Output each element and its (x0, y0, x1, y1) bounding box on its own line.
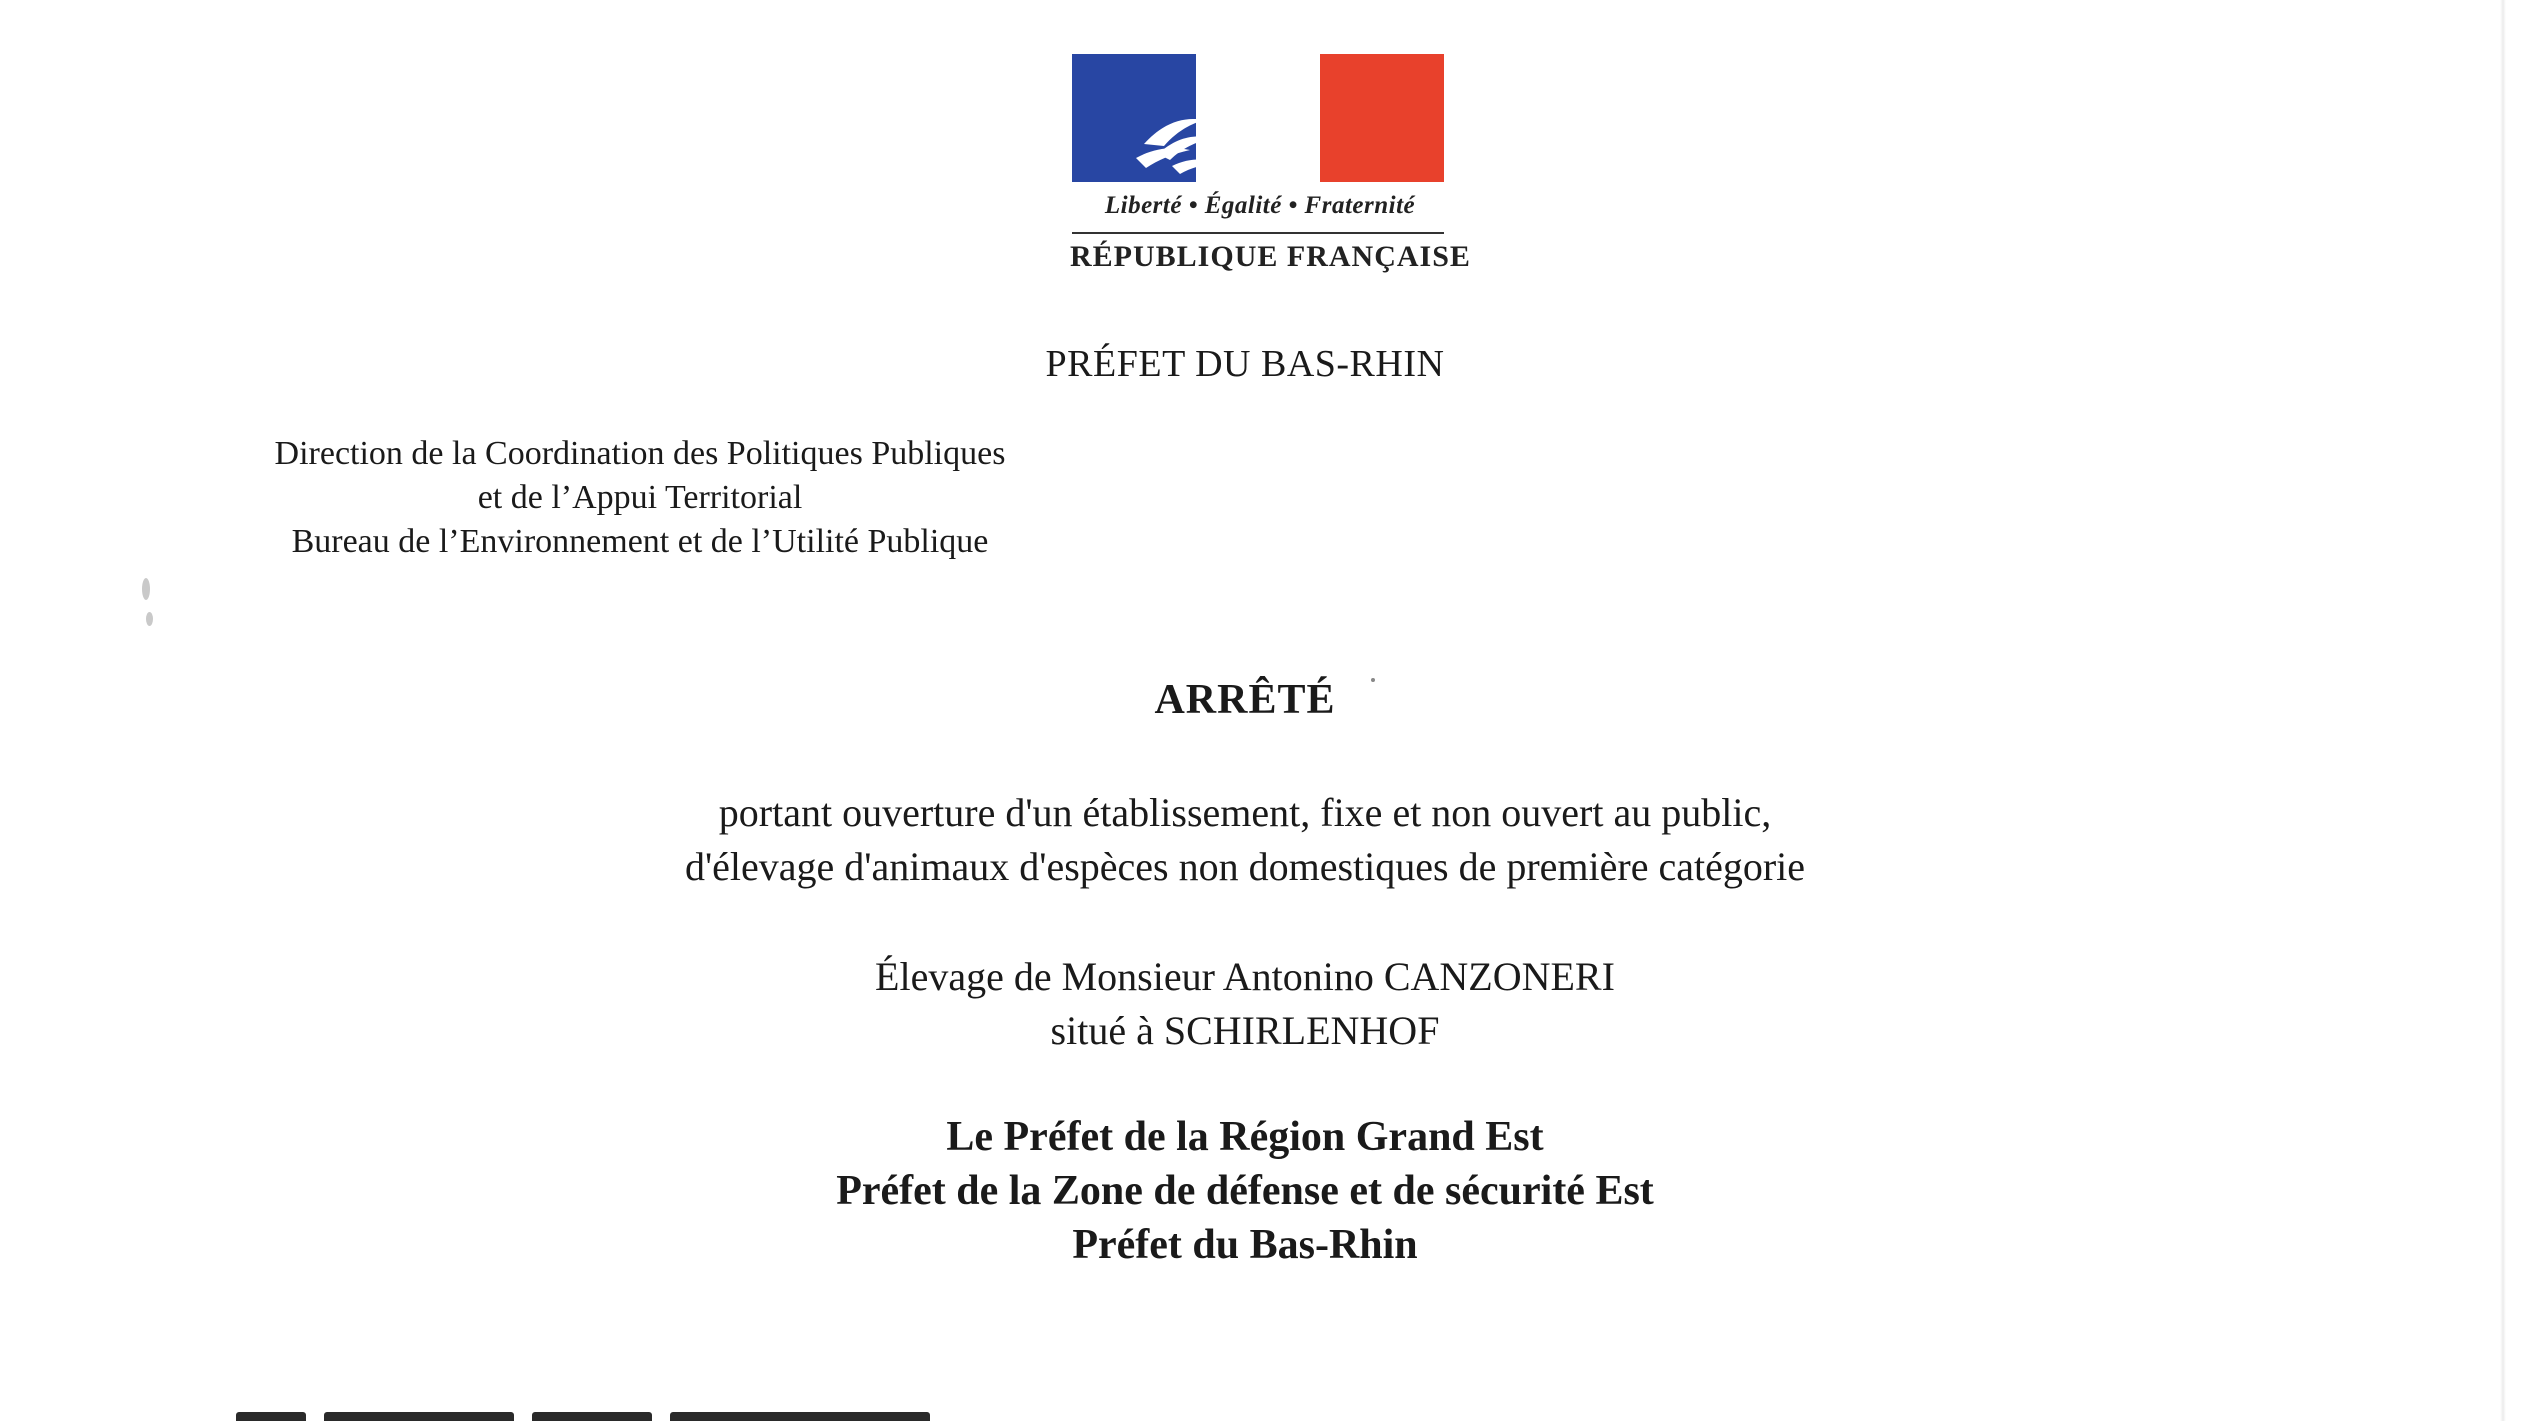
bureau-line: Bureau de l’Environnement et de l’Utilité Publique (291, 523, 989, 560)
marianne-flag-icon (1072, 54, 1444, 182)
prefet-header: PRÉFET DU BAS-RHIN (1045, 343, 1445, 385)
direction-block (240, 432, 1040, 564)
arrete-object-line: d'élevage d'animaux d'espèces non domestiques de première catégorie (684, 844, 1806, 889)
republic-motto: Liberté • Égalité • Fraternité (1104, 192, 1416, 219)
logo-divider (1072, 232, 1444, 234)
direction-line: et de l’Appui Territorial (477, 479, 803, 516)
elevage-block (0, 950, 2490, 1058)
elevage-location: situé à SCHIRLENHOF (1050, 1008, 1440, 1053)
cut-off-text-line (236, 1412, 1136, 1421)
scan-speck (146, 612, 153, 626)
arrete-object (0, 786, 2490, 894)
arrete-title: ARRÊTÉ (1154, 677, 1336, 723)
scan-edge (2500, 0, 2506, 1421)
scan-speck (142, 578, 150, 600)
prefet-titles (0, 1110, 2490, 1272)
direction-line: Direction de la Coordination des Politiques Publiques (274, 435, 1006, 472)
prefet-title-line: Le Préfet de la Région Grand Est (946, 1114, 1544, 1160)
marianne-logo (1070, 52, 1471, 282)
arrete-object-line: portant ouverture d'un établissement, fixe et non ouvert au public, (718, 790, 1772, 835)
prefet-title-line: Préfet du Bas-Rhin (1072, 1222, 1418, 1268)
prefet-title-line: Préfet de la Zone de défense et de sécurité Est (836, 1168, 1654, 1214)
elevage-owner: Élevage de Monsieur Antonino CANZONERI (875, 954, 1615, 999)
republique-francaise-label: RÉPUBLIQUE FRANÇAISE (1070, 240, 1471, 273)
